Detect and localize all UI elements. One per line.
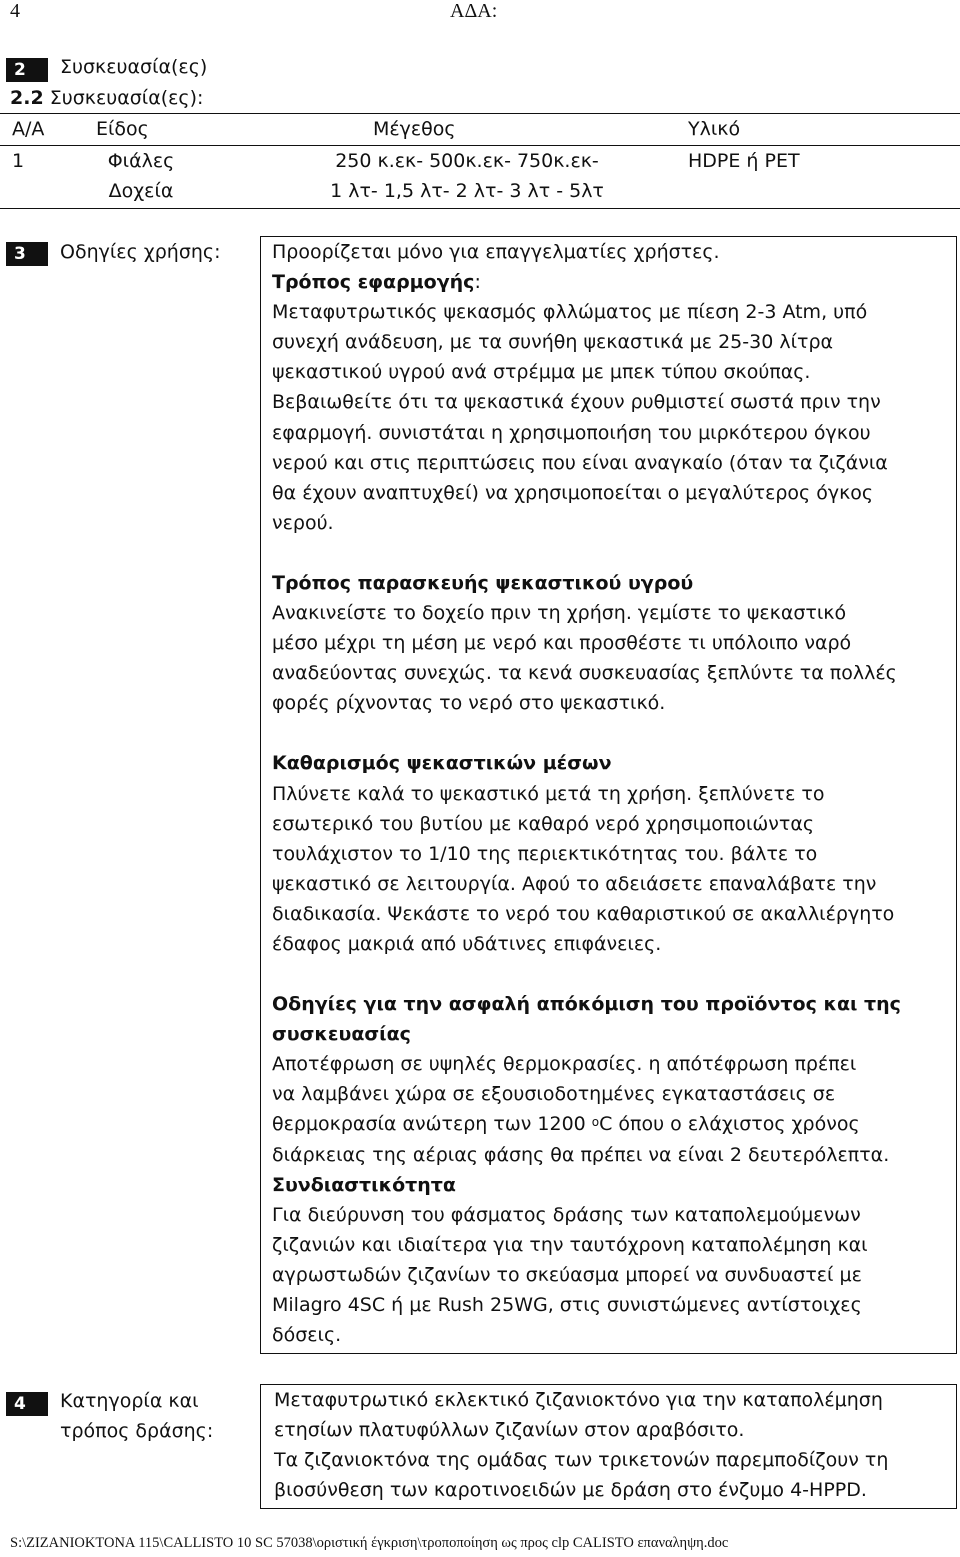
disposal-line: διάρκειας της αέριας φάσης θα πρέπει να είναι 2 δευτερόλεπτα.: [272, 1143, 890, 1166]
cleaning-line: διαδικασία. Ψεκάστε το νερό του καθαριστικού σε ακαλλιέργητο: [272, 902, 895, 925]
disposal-line: να λαμβάνει χώρα σε εξουσιοδοτημένες εγκαταστάσεις σε: [272, 1083, 836, 1106]
section-4-label-line-2: τρόπος δράσης:: [60, 1420, 214, 1442]
table-header-material: Υλικό: [688, 118, 741, 140]
disposal-heading-cont: συσκευασίας: [272, 1023, 411, 1046]
section-4-number: 4: [6, 1392, 48, 1416]
mode-of-action-line: βιοσύνθεση των καροτινοειδών με δράση στο ένζυμο 4-HPPD.: [274, 1479, 867, 1502]
table-cell-size: [262, 146, 672, 206]
application-line: θα έχουν αναπτυχθεί) να χρησιμοποείται ο μεγαλύτερος όγκος: [272, 481, 874, 504]
application-line: συνεχή ανάδευση, με τα συνήθη ψεκαστικά με 25-30 λίτρα: [272, 331, 834, 354]
subtitle-number: 2.2: [10, 87, 44, 109]
compatibility-line: δόσεις.: [272, 1324, 342, 1347]
table-cell-type: [96, 146, 186, 206]
section-4-label: [60, 1386, 213, 1446]
table-cell-aa: 1: [12, 150, 25, 172]
table-header-size: Μέγεθος: [373, 118, 456, 140]
application-line: ψεκαστικού υγρού ανά στρέμμα με μπεκ τύπου σκούπας.: [272, 361, 811, 384]
cleaning-line: τουλάχιστον το 1/10 της περιεκτικότητας του. βάλτε το: [272, 842, 818, 865]
usage-instructions-box: [260, 236, 957, 1354]
mode-of-action-line: Μεταφυτρωτικό εκλεκτικό ζιζανιοκτόνο για την καταπολέμηση: [274, 1389, 883, 1411]
disposal-line-temperature: θερμοκρασία ανώτερη των 1200 $^o$C όπου ο ελάχιστος χρόνος: [272, 1113, 860, 1136]
table-header-aa: Α/Α: [12, 118, 45, 140]
spacer: [272, 538, 901, 568]
cleaning-line: ψεκαστικό σε λειτουργία. Αφού το αδειάσετε επαναλάβατε την: [272, 872, 877, 895]
type-line-1: Φιάλες: [107, 150, 175, 172]
preparation-line: αναδεύοντας συνεχώς. τα κενά συσκευασίας ξεπλύντε τα πολλές: [272, 662, 897, 685]
page-number: 4: [10, 0, 20, 22]
compatibility-line: Για διεύρυνση του φάσματος δράσης των καταπολεμούμενων: [272, 1203, 861, 1226]
file-path-footer: S:\ZIZANIOKTONA 115\CALLISTO 10 SC 57038\οριστική έγκριση\τροποποίηση ως προς clp CALISTO επαναληψη.doc: [10, 1535, 729, 1551]
disposal-line: Αποτέφρωση σε υψηλές θερμοκρασίες. η απότέφρωση πρέπει: [272, 1053, 857, 1076]
section-3-number: 3: [6, 242, 48, 266]
application-heading-line: Τρόπος εφαρμογής:: [272, 271, 481, 294]
section-2-number: 2: [6, 58, 48, 82]
table-header-type: Είδος: [96, 118, 149, 140]
ada-label: ΑΔΑ:: [450, 0, 498, 22]
section-4-label-line-1: Κατηγορία και: [60, 1390, 199, 1412]
type-line-2: Δοχεία: [108, 180, 174, 202]
preparation-line: φορές ρίχνοντας το νερό στο ψεκαστικό.: [272, 692, 666, 715]
cleaning-line: εσωτερικό του βυτίου με καθαρό νερό χρησιμοποιώντας: [272, 812, 815, 835]
mode-of-action-box: [260, 1384, 957, 1509]
preparation-heading: Τρόπος παρασκευής ψεκαστικού υγρού: [272, 571, 694, 594]
usage-intro: Προορίζεται μόνο για επαγγελματίες χρήστες.: [272, 241, 720, 263]
compatibility-heading: Συνδιαστικότητα: [272, 1173, 456, 1196]
section-3-label: Οδηγίες χρήσης:: [60, 241, 221, 263]
section-2-title: Συσκευασία(ες): [60, 56, 208, 78]
section-2-subtitle: [10, 83, 203, 113]
compatibility-line: Milagro 4SC ή με Rush 25WG, στις συνιστώμενες αντίστοιχες: [272, 1294, 862, 1316]
application-line: νερού και στις περιπτώσεις που είναι αναγκαίο (όταν τα ζιζάνια: [272, 451, 888, 474]
degree-symbol: ο: [591, 1115, 600, 1130]
preparation-line: Ανακινείστε το δοχείο πριν τη χρήση. γεμίστε το ψεκαστικό: [272, 602, 847, 625]
table-cell-material: HDPE ή PET: [688, 150, 800, 172]
spacer: [272, 959, 901, 989]
cleaning-heading: Καθαρισμός ψεκαστικών μέσων: [272, 752, 612, 775]
application-heading: Τρόπος εφαρμογής: [272, 271, 475, 294]
preparation-line: μέσο μέχρι τη μέση με νερό και προσθέστε τι υπόλοιπο ναρό: [272, 632, 852, 655]
cleaning-line: έδαφος μακριά από υδάτινες επιφάνειες.: [272, 932, 662, 955]
cleaning-line: Πλύνετε καλά το ψεκαστικό μετά τη χρήση. ξεπλύνετε το: [272, 782, 825, 805]
application-line: νερού.: [272, 511, 334, 534]
mode-of-action-line: ετησίων πλατυφύλλων ζιζανίων στον αραβόσιτο.: [274, 1419, 745, 1442]
application-line: Βεβαιωθείτε ότι τα ψεκαστικά έχουν ρυθμιστεί σωστά πριν την: [272, 391, 881, 414]
compatibility-line: αγρωστωδών ζιζανίων το σκεύασμα μπορεί να συνδυαστεί με: [272, 1263, 862, 1286]
mode-of-action-line: Τα ζιζανιοκτόνα της ομάδας των τρικετονών παρεμποδίζουν τη: [274, 1449, 889, 1472]
size-line-2: 1 λτ- 1,5 λτ- 2 λτ- 3 λτ - 5λτ: [330, 180, 604, 202]
application-line: εφαρμογή. συνιστάται η χρησιμοποιήση του μιρκότερου όγκου: [272, 421, 871, 444]
subtitle-text: Συσκευασία(ες):: [49, 87, 204, 109]
table-rule-bottom: [0, 208, 960, 209]
spacer: [272, 718, 901, 748]
compatibility-line: ζιζανιών και ιδιαίτερα για την ταυτόχρονη καταπολέμηση και: [272, 1233, 868, 1256]
application-line: Μεταφυτρωτικός ψεκασμός φλλώματος με πίεση 2-3 Atm, υπό: [272, 301, 868, 324]
size-line-1: 250 κ.εκ- 500κ.εκ- 750κ.εκ-: [335, 150, 599, 172]
disposal-heading: Οδηγίες για την ασφαλή απόκόμιση του προϊόντος και της: [272, 993, 901, 1016]
